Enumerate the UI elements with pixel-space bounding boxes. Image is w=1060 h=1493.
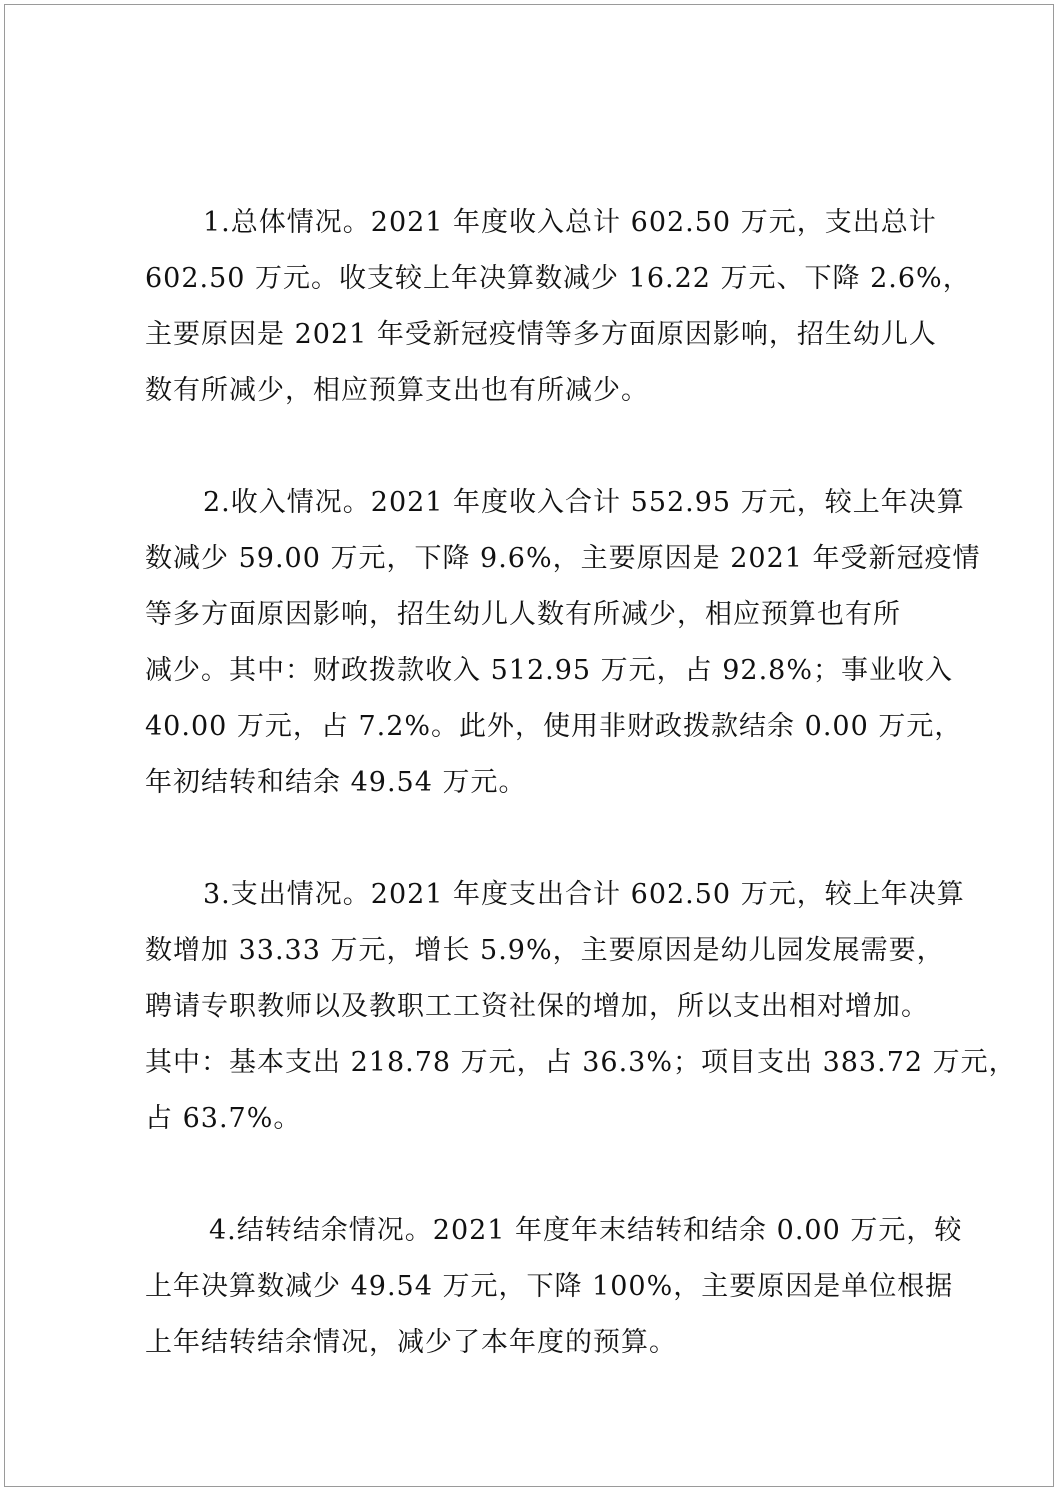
paragraph-income: [145, 475, 981, 811]
text-line: 数增加 33.33 万元，增长 5.9%，主要原因是幼儿园发展需要，: [145, 935, 945, 966]
text-line: 40.00 万元，占 7.2%。此外，使用非财政拨款结余 0.00 万元，: [145, 711, 963, 742]
text-line: 等多方面原因影响，招生幼儿人数有所减少，相应预算也有所: [145, 599, 901, 630]
text-line: 减少。其中：财政拨款收入 512.95 万元，占 92.8%；事业收入: [145, 655, 953, 686]
text-line: 数有所减少，相应预算支出也有所减少。: [145, 375, 649, 406]
paragraph-carryover: [145, 1203, 965, 1371]
text-line: 3.支出情况。2021 年度支出合计 602.50 万元，较上年决算: [203, 879, 965, 910]
text-line: 1.总体情况。2021 年度收入总计 602.50 万元，支出总计: [203, 207, 937, 238]
text-line: 2.收入情况。2021 年度收入合计 552.95 万元，较上年决算: [203, 487, 965, 518]
text-line: 上年决算数减少 49.54 万元，下降 100%，主要原因是单位根据: [145, 1271, 954, 1302]
text-line: 602.50 万元。收支较上年决算数减少 16.22 万元、下降 2.6%，: [145, 263, 971, 294]
text-line: 上年结转结余情况，减少了本年度的预算。: [145, 1327, 677, 1358]
text-line: 聘请专职教师以及教职工工资社保的增加，所以支出相对增加。: [145, 991, 929, 1022]
paragraph-overall: [145, 195, 971, 419]
text-line: 占 63.7%。: [145, 1103, 302, 1134]
text-line: 年初结转和结余 49.54 万元。: [145, 767, 527, 798]
document-body: [145, 195, 1017, 1427]
paragraph-expenditure: [145, 867, 1017, 1147]
text-line: 其中：基本支出 218.78 万元，占 36.3%；项目支出 383.72 万元，: [145, 1047, 1017, 1078]
text-line: 数减少 59.00 万元，下降 9.6%，主要原因是 2021 年受新冠疫情: [145, 543, 981, 574]
document-page: [4, 4, 1054, 1487]
text-line: 主要原因是 2021 年受新冠疫情等多方面原因影响，招生幼儿人: [145, 319, 937, 350]
text-line: 4.结转结余情况。2021 年度年末结转和结余 0.00 万元，较: [209, 1215, 963, 1246]
